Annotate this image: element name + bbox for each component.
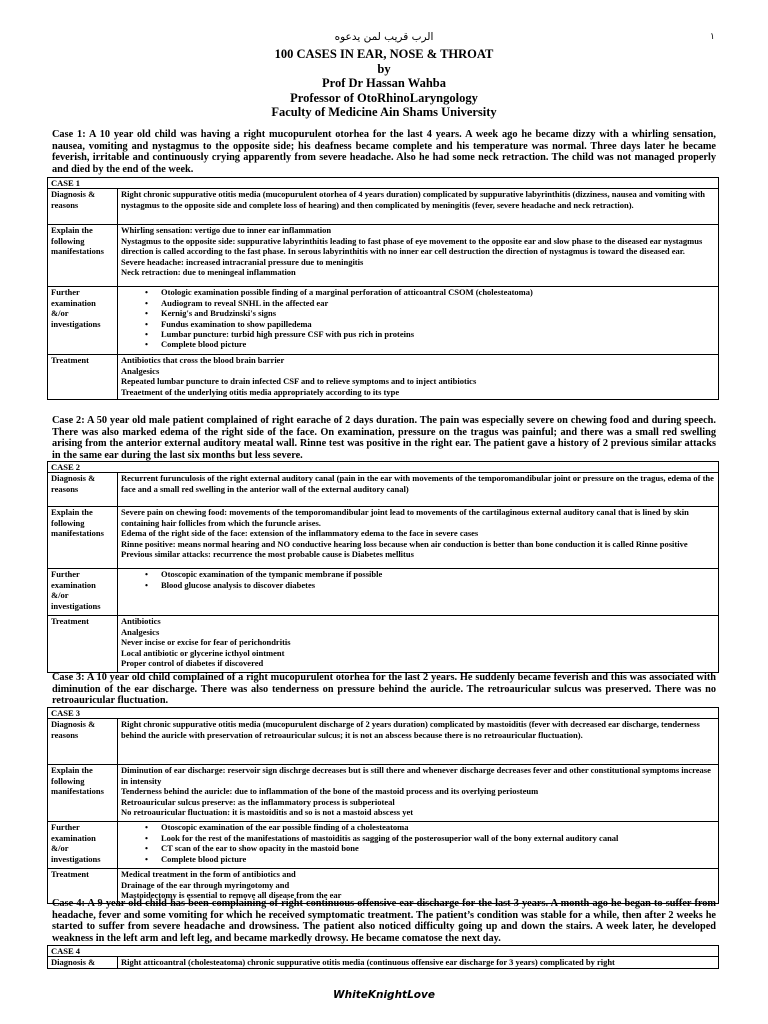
investigations-cell [118,287,719,355]
bullet-list [121,287,715,349]
cell-text: Analgesics [121,365,160,376]
case-label-row [48,178,719,189]
treatment-cell [118,355,719,400]
row-header-text: Diagnosis & [51,719,96,730]
row-header-text: Further [51,822,80,833]
table-row [48,719,719,765]
bullet-item: • Audiogram to reveal SNHL in the affected ear [161,298,715,308]
bullet-item: • Fundus examination to show papilledema [161,319,715,329]
table-row [48,189,719,225]
row-header [48,616,118,673]
cell-text: Right atticoantral (cholesteatoma) chronic suppurative otitis media (continuous offensive ear discharge for 3 years) complicated by right [121,957,615,968]
watermark: WhiteKnightLove [333,989,435,1001]
case-table [47,177,719,400]
row-header-text: manifestations [51,786,104,797]
row-header-text: &/or [51,590,69,601]
cell-text: Antibiotics [121,616,161,627]
cell-text: Diminution of ear discharge: reservoir sign dischrge decreases but is still there and whenever discharge decreases fever and other constitutional symptoms increase in intensity [121,765,711,786]
row-header-text: Explain the [51,507,93,518]
row-header [48,957,118,969]
case-label-row [48,946,719,957]
manifestations-cell [118,507,719,569]
row-header-text: examination [51,832,96,843]
cell-text: Proper control of diabetes if discovered [121,658,264,669]
bullet-item: • Complete blood picture [161,854,715,864]
row-header [48,765,118,822]
row-header-text: manifestations [51,246,104,257]
case-label-row [48,462,719,473]
row-header-text: Explain the [51,765,93,776]
diagnosis-cell [118,957,719,969]
author-name: Prof Dr Hassan Wahba [322,76,446,91]
author-affiliation: Faculty of Medicine Ain Shams University [271,105,497,120]
cell-text: Tenderness behind the auricle: due to inflammation of the bone of the mastoid process and its overlying periosteum [121,786,539,797]
cell-text: Right chronic suppurative otitis media (mucopurulent otorhea of 4 years duration) complicated by suppurative labyrinthitis (dizziness, nausea and vomiting with nystagmus to the opposite side and complete loss of hearing) and then complicated by meningitis (fever, severe headache and neck retraction). [121,189,706,210]
bullet-list [121,569,715,590]
diagnosis-cell [118,473,719,507]
author-title: Professor of OtoRhinoLaryngology [290,90,478,105]
bullet-item: • Blood glucose analysis to discover diabetes [161,580,715,590]
bullet-item: • Complete blood picture [161,339,715,349]
page-number: ١ [710,32,715,42]
bullet-item: • Otologic examination possible finding of a marginal perforation of atticoantral CSOM (cholesteatoma) [161,287,715,297]
manifestations-cell [118,225,719,287]
row-header-text: reasons [51,729,79,740]
table-row [48,616,719,673]
cell-text: No retroauricular fluctuation: it is mastoiditis and so is not a mastoid abscess yet [121,807,414,818]
row-header-text: following [51,517,85,528]
row-header [48,569,118,616]
cell-text: Retroauricular sulcus preserve: as the inflammatory process is subperioteal [121,796,395,807]
bullet-item: • Lumbar puncture: turbid high pressure CSF with pus rich in proteins [161,329,715,339]
table-row [48,507,719,569]
row-header [48,189,118,225]
case-label: CASE 2 [48,462,719,473]
cell-text: Severe headache: increased intracranial pressure due to meningitis [121,256,364,267]
table-row [48,473,719,507]
investigations-cell [118,822,719,869]
bullet-item: • Look for the rest of the manifestations of mastoiditis as sagging of the posterosuperior wall of the bony external auditory canal [161,833,715,843]
row-header [48,719,118,765]
row-header-text: Treatment [51,869,89,880]
case-intro: Case 3: A 10 year old child complained of a right mucopurulent otorhea for the last 2 years. He suddenly became feverish and this was associated with diminution of the ear discharge. There was also tenderness on pressure behind the auricle. The retroauricular sulcus was preserved. There was no retroauricular fluctuation. [52,672,716,707]
cell-text: Recurrent furunculosis of the right external auditory canal (pain in the ear with movements of the temporomandibular joint or pressure on the tragus, edema of the face and a small red swelling in the anterior wall of the external auditory canal) [121,473,714,494]
row-header-text: &/or [51,843,69,854]
row-header-text: Diagnosis & [51,189,96,200]
row-header-text: reasons [51,483,79,494]
row-header [48,287,118,355]
row-header-text: Further [51,569,80,580]
row-header [48,822,118,869]
treatment-cell [118,616,719,673]
cell-text: Severe pain on chewing food: movements of the temporomandibular joint lead to movements of the cartilaginous external auditory canal that is lined by skin containing hair follicles from which the furuncle arises. [121,507,689,528]
cell-text: Treaetment of the underlying otitis media appropriately according to its type [121,386,400,397]
table-row [48,765,719,822]
arabic-header: الرب قريب لمن يدعوه [334,31,434,43]
cell-text: Local antibiotic or glycerine icthyol ointment [121,647,285,658]
row-header [48,225,118,287]
cell-text: Edema of the right side of the face: extension of the inflammatory edema to the face in severe cases [121,528,479,539]
row-header [48,473,118,507]
title-by: by [377,61,391,76]
table-row [48,225,719,287]
table-row [48,957,719,969]
row-header-text: Treatment [51,355,89,366]
row-header-text: following [51,235,85,246]
manifestations-cell [118,765,719,822]
cell-text: Rinne positive: means normal hearing and NO conductive hearing loss because when air conduction is better than bone conduction it is called Rinne positive [121,538,688,549]
cell-text: Drainage of the ear through myringotomy and [121,879,290,890]
cell-text: Neck retraction: due to meningeal inflammation [121,267,296,278]
row-header-text: examination [51,297,96,308]
diagnosis-cell [118,189,719,225]
row-header-text: manifestations [51,528,104,539]
case-intro: Case 1: A 10 year old child was having a right mucopurulent otorhea for the last 4 years. A week ago he became dizzy with a whirling sensation, nausea, vomiting and nystagmus to the opposite side; his deafness became complete and his temperature was normal. Three days later he became feverish, irritable and continuously crying apparently from severe headache. Also he had some neck retraction. The child was not managed properly and died by the end of the week. [52,129,716,175]
row-header-text: &/or [51,308,69,319]
bullet-item: • Otoscopic examination of the tympanic membrane if possible [161,569,715,579]
cell-text: Analgesics [121,626,160,637]
cell-text: Repeated lumbar puncture to drain infected CSF and to relieve symptoms and to inject antibiotics [121,376,477,387]
cell-text: Mastoidectomy is essential to remove all disease from the ear [121,890,342,901]
row-header-text: investigations [51,600,101,611]
cell-text: Medical treatment in the form of antibiotics and [121,869,296,880]
row-header [48,507,118,569]
row-header-text: Explain the [51,225,93,236]
table-row [48,355,719,400]
table-row [48,287,719,355]
row-header [48,355,118,400]
bullet-list [121,822,715,864]
case-table [47,707,719,904]
cell-text: Whirling sensation: vertigo due to inner ear inflammation [121,225,332,236]
cell-text: Previous similar attacks: recurrence the most probable cause is Diabetes mellitus [121,549,414,560]
row-header-text: investigations [51,318,101,329]
case-table [47,945,719,969]
case-label: CASE 4 [48,946,719,957]
table-row [48,822,719,869]
row-header-text: Treatment [51,616,89,627]
cell-text: Right chronic suppurative otitis media (mucopurulent discharge of 2 years duration) complicated by mastoiditis (fever with decreased ear discharge, tenderness behind the auricle with preservation of retroauricular sulcus; it is not an abscess because there is no retroauricular fluctuation). [121,719,700,740]
case-intro: Case 4: A 9 year old child has been complaining of right continuous offensive ear discharge for the last 3 years. A month ago he began to suffer from headache, fever and some vomiting for which he received symptomatic treatment. The patient’s condition was stable for a while, then after 2 weeks he started to suffer from severe headache and drowsiness. The patient also noticed difficulty going up and down the stairs. A week later, he developed weakness in the left arm and left leg, and became markedly drowsy. He became comatose the next day. [52,898,716,944]
case-intro: Case 2: A 50 year old male patient complained of right earache of 2 days duration. The pain was especially severe on chewing food and during speech. There was also marked edema of the right side of the face. On examination, pressure on the tragus was painful; and there was a small red swelling arising from the anterior external auditory meatal wall. Rinne test was positive in the right ear. The patient gave a history of 2 previous similar attacks in the same ear during the last six months but less severe. [52,415,716,461]
row-header-text: examination [51,579,96,590]
row-header-text: following [51,775,85,786]
case-label: CASE 3 [48,708,719,719]
bullet-item: • Otoscopic examination of the ear possible finding of a cholesteatoma [161,822,715,832]
row-header-text: investigations [51,853,101,864]
row-header-text: Further [51,287,80,298]
diagnosis-cell [118,719,719,765]
cell-text: Antibiotics that cross the blood brain barrier [121,355,285,366]
case-label-row [48,708,719,719]
row-header-text: Diagnosis & [51,473,96,484]
cell-text: Nystagmus to the opposite side: suppurative labyrinthitis leading to fast phase of eye movement to the opposite ear and slow phase to the diseased ear nystagmus direction is called according to the fast phase. In serous labyrinthitis with no inner ear cell destruction the direction of nystagmus is toward the diseased ear. [121,235,703,257]
row-header-text: Diagnosis & [51,957,96,968]
case-label: CASE 1 [48,178,719,189]
document-title: 100 CASES IN EAR, NOSE & THROAT [274,47,494,61]
row-header-text: reasons [51,199,79,210]
case-table [47,461,719,673]
bullet-item: • CT scan of the ear to show opacity in the mastoid bone [161,843,715,853]
investigations-cell [118,569,719,616]
table-row [48,569,719,616]
document-title-block [0,47,768,120]
bullet-item: • Kernig's and Brudzinski's signs [161,308,715,318]
cell-text: Never incise or excise for fear of perichondritis [121,637,291,648]
